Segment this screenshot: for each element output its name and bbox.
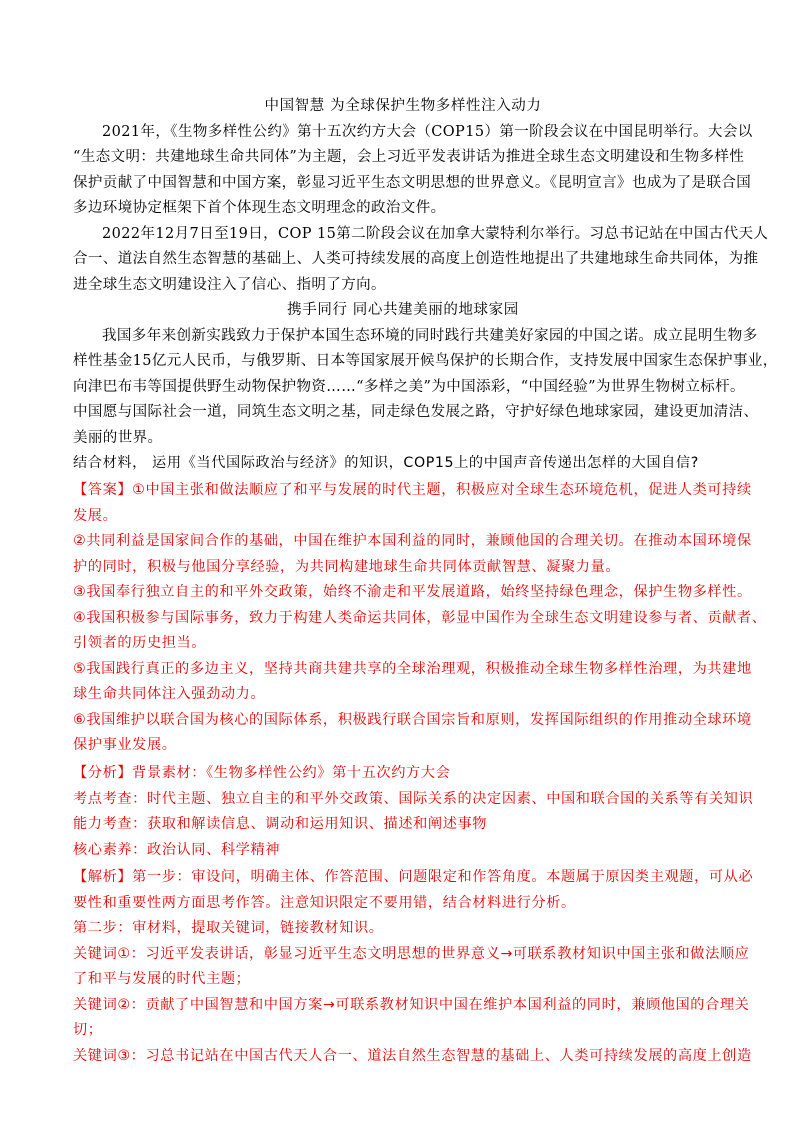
question-text: 结合材料， 运用《当代国际政治与经济》的知识，COP15上的中国声音传递出怎样的大国自信? [73, 455, 699, 471]
answer-line-4: 护的同时，积极与他国分享经验，为共同构建地球生命共同体贡献智慧、凝聚力量。 [73, 558, 621, 575]
explanation-section [73, 865, 754, 1069]
material-section [73, 94, 778, 451]
material-para-3-line-1: 我国多年来创新实践致力于保护本国生态环境的同时践行共建美好家园的中国之诺。成立昆明生物多 [102, 327, 758, 344]
answer-line-9: 球生命共同体注入强劲动力。 [73, 686, 266, 702]
material-para-3-line-3: 向津巴布韦等国提供野生动物保护物资……“多样之美”为中国添彩，“中国经验”为世界生物树立标杆。 [73, 378, 745, 395]
material-para-1-line-2: “生态文明：共建地球生命共同体”为主题，会上习近平发表讲话为推进全球生态文明建设和生物多样性 [73, 149, 745, 165]
material-para-2-line-1: 2022年12月7日至19日，COP 15第二阶段会议在加拿大蒙特利尔举行。习总书记站在中国古代天人 [102, 225, 769, 242]
keyword-line-2: 了和平与发展的时代主题； [73, 971, 251, 987]
material-para-3-line-4: 中国愿与国际社会一道，同筑生态文明之基，同走绿色发展之路，守护好绿色地球家园，建设更加清洁、 [73, 404, 759, 420]
answer-line-3: ②共同利益是国家间合作的基础，中国在维护本国利益的同时，兼顾他国的合理关切。在推动本国环境保 [73, 533, 752, 549]
answer-line-1: 【答案】①中国主张和做法顺应了和平与发展的时代主题，积极应对全球生态环境危机，促进人类可持续 [73, 482, 752, 498]
keyword-line-4: 切； [73, 1022, 103, 1038]
analysis-section [73, 761, 754, 863]
analysis-line-1: 【分析】背景素材：《生物多样性公约》第十五次约方大会 [73, 765, 451, 781]
analysis-line-3: 能力考查：获取和解读信息、调动和运用知识、描述和阐述事物 [73, 816, 488, 832]
keyword-line-3: 关键词②：贡献了中国智慧和中国方案→可联系教材知识中国在维护本国利益的同时，兼顾他国的合理关 [73, 996, 750, 1013]
explanation-line-2: 要性和重要性两方面思考作答。注意知识限定不要用错，结合材料进行分析。 [73, 894, 576, 911]
answer-line-2: 发展。 [73, 507, 118, 524]
analysis-line-4: 核心素养：政治认同、科学精神 [73, 841, 281, 858]
question-section [73, 451, 733, 477]
keyword-line-1: 关键词①：习近平发表讲话，彰显习近平生态文明思想的世界意义→可联系教材知识中国主张和做法顺应 [73, 945, 750, 962]
material-para-2-line-2: 合一、道法自然生态智慧的基础上、人类可持续发展的高度上创造性地提出了共建地球生命共同体，为推 [73, 251, 759, 267]
material-para-1-line-4: 多边环境协定框架下首个体现生态文明理念的政治文件。 [73, 200, 446, 216]
material-para-1-line-3: 保护贡献了中国智慧和中国方案，彰显习近平生态文明思想的世界意义。《昆明宣言》也成为了是联合国 [73, 174, 752, 191]
material-title-2: 携手同行 同心共建美丽的地球家园 [287, 302, 519, 318]
material-para-3-line-2: 样性基金15亿元人民币，与俄罗斯、日本等国家展开候鸟保护的长期合作，支持发展中国家生态保护事业， [73, 353, 778, 369]
keyword-line-5: 关键词③：习总书记站在中国古代天人合一、道法自然生态智慧的基础上、人类可持续发展的高度上创造 [73, 1047, 752, 1064]
answer-line-5: ③我国奉行独立自主的和平外交政策，始终不渝走和平发展道路，始终坚持绿色理念，保护生物多样性。 [73, 584, 752, 600]
answer-line-10: ⑥我国维护以联合国为核心的国际体系，积极践行联合国宗旨和原则，发挥国际组织的作用推动全球环境 [73, 711, 752, 728]
material-para-2-line-3: 进全球生态文明建设注入了信心、指明了方向。 [73, 276, 386, 293]
answer-line-6: ④我国积极参与国际事务，致力于构建人类命运共同体，彰显中国作为全球生态文明建设参与者、贡献者、 [73, 609, 767, 626]
analysis-line-2: 考点考查：时代主题、独立自主的和平外交政策、国际关系的决定因素、中国和联合国的关系等有关知识 [73, 790, 754, 807]
material-title-1: 中国智慧 为全球保护生物多样性注入动力 [264, 98, 542, 114]
step-2-line: 第二步：审材料，提取关键词，链接教材知识。 [73, 920, 384, 936]
answer-section [73, 478, 767, 759]
material-para-1-line-1: 2021年，《生物多样性公约》第十五次约方大会（COP15）第一阶段会议在中国昆明举行。大会以 [102, 123, 753, 140]
answer-line-7: 引领者的历史担当。 [73, 635, 207, 651]
explanation-line-1: 【解析】第一步：审设问，明确主体、作答范围、问题限定和作答角度。本题属于原因类主观题，可从必 [73, 869, 754, 885]
material-para-3-line-5: 美丽的世界。 [73, 429, 163, 446]
answer-line-8: ⑤我国践行真正的多边主义，坚持共商共建共享的全球治理观，积极推动全球生物多样性治理，为共建地 [73, 660, 752, 677]
answer-line-11: 保护事业发展。 [73, 737, 177, 753]
